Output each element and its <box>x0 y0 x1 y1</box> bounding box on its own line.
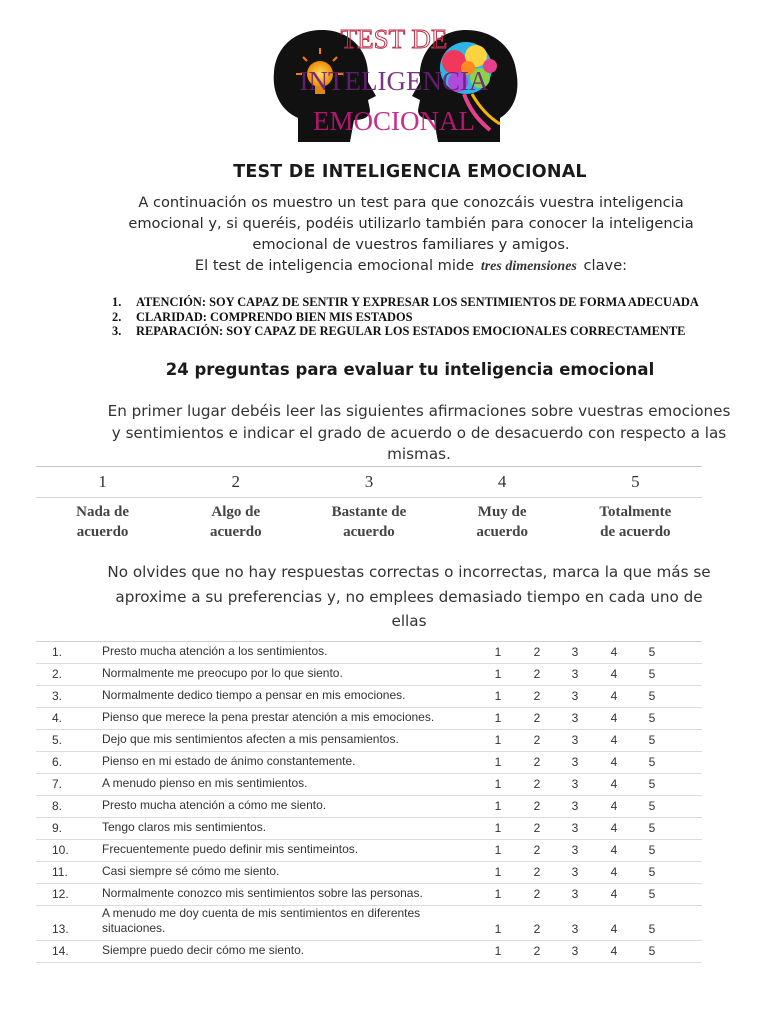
answer-option-3[interactable]: 3 <box>571 821 579 835</box>
answer-option-5[interactable]: 5 <box>648 799 656 813</box>
answer-option-4[interactable]: 4 <box>610 667 618 681</box>
instructions-paragraph <box>86 401 752 466</box>
intro-text: clave: <box>583 257 628 274</box>
scale-label-line: Muy de <box>477 504 527 520</box>
question-text: Frecuentemente puedo definir mis sentimeintos. <box>102 842 359 856</box>
scale-labels-row <box>36 498 702 542</box>
answer-option-3[interactable]: 3 <box>571 645 579 659</box>
intro-text: El test de inteligencia emocional mide <box>194 257 475 274</box>
instructions-line: En primer lugar debéis leer las siguientes afirmaciones sobre vuestras emociones <box>107 402 731 420</box>
answer-option-1[interactable]: 1 <box>494 711 502 725</box>
answer-option-3[interactable]: 3 <box>571 922 579 936</box>
question-row <box>36 752 702 774</box>
question-text: Casi siempre sé cómo me siento. <box>102 864 280 878</box>
dimension-number: 3. <box>112 324 122 339</box>
dimension-number: 2. <box>112 309 122 324</box>
scale-label <box>169 498 302 542</box>
question-number: 9. <box>52 821 63 835</box>
question-row <box>36 862 702 884</box>
answer-option-2[interactable]: 2 <box>533 777 541 791</box>
answer-option-1[interactable]: 1 <box>494 645 502 659</box>
question-row <box>36 796 702 818</box>
answer-option-3[interactable]: 3 <box>571 689 579 703</box>
scale-label-line: acuerdo <box>343 524 395 540</box>
answer-option-4[interactable]: 4 <box>610 865 618 879</box>
question-number: 3. <box>52 689 63 703</box>
answer-option-3[interactable]: 3 <box>571 777 579 791</box>
answer-option-1[interactable]: 1 <box>494 821 502 835</box>
dimension-item <box>112 295 699 310</box>
scale-label <box>436 498 569 542</box>
two-heads-illustration <box>268 22 520 144</box>
question-number: 10. <box>52 843 69 857</box>
page-title: TEST DE INTELIGENCIA EMOCIONAL <box>233 162 587 182</box>
question-row <box>36 664 702 686</box>
answer-option-4[interactable]: 4 <box>610 755 618 769</box>
answer-option-4[interactable]: 4 <box>610 711 618 725</box>
answer-option-3[interactable]: 3 <box>571 944 579 958</box>
question-text: Pienso en mi estado de ánimo constantemente. <box>102 754 356 768</box>
scale-label-line: Nada de <box>76 504 130 520</box>
answer-option-1[interactable]: 1 <box>494 843 502 857</box>
question-number: 11. <box>52 865 68 879</box>
answer-option-5[interactable]: 5 <box>648 689 656 703</box>
answer-option-5[interactable]: 5 <box>648 922 656 936</box>
answer-option-5[interactable]: 5 <box>648 821 656 835</box>
answer-option-3[interactable]: 3 <box>571 755 579 769</box>
answer-option-4[interactable]: 4 <box>610 645 618 659</box>
intro-line: emocional de vuestros familiares y amigos. <box>252 236 570 253</box>
answer-option-1[interactable]: 1 <box>494 733 502 747</box>
answer-option-3[interactable]: 3 <box>571 711 579 725</box>
question-number: 5. <box>52 733 63 747</box>
answer-option-3[interactable]: 3 <box>571 843 579 857</box>
answer-option-5[interactable]: 5 <box>648 711 656 725</box>
scale-label <box>569 498 702 542</box>
questions-table <box>36 641 702 963</box>
answer-option-3[interactable]: 3 <box>571 887 579 901</box>
answer-option-2[interactable]: 2 <box>533 821 541 835</box>
svg-text:EMOCIONAL: EMOCIONAL <box>313 106 475 136</box>
answer-option-4[interactable]: 4 <box>610 887 618 901</box>
answer-option-1[interactable]: 1 <box>494 667 502 681</box>
question-text: Presto mucha atención a cómo me siento. <box>102 798 327 812</box>
question-number: 7. <box>52 777 63 791</box>
answer-option-2[interactable]: 2 <box>533 711 541 725</box>
answer-option-1[interactable]: 1 <box>494 865 502 879</box>
intro-line <box>60 255 762 277</box>
scale-value: 2 <box>231 472 241 491</box>
question-text: A menudo pienso en mis sentimientos. <box>102 776 308 790</box>
question-row <box>36 840 702 862</box>
answer-option-1[interactable]: 1 <box>494 922 502 936</box>
question-row <box>36 818 702 840</box>
answer-option-4[interactable]: 4 <box>610 733 618 747</box>
question-text: Normalmente me preocupo por lo que siento. <box>102 666 343 680</box>
answer-option-2[interactable]: 2 <box>533 887 541 901</box>
dimension-text: REPARACIÓN: SOY CAPAZ DE REGULAR LOS ESTADOS EMOCIONALES CORRECTAMENTE <box>136 324 686 339</box>
answer-option-2[interactable]: 2 <box>533 645 541 659</box>
svg-text:INTELIGENCIA: INTELIGENCIA <box>299 66 489 96</box>
answer-option-1[interactable]: 1 <box>494 887 502 901</box>
question-text: Normalmente dedico tiempo a pensar en mis emociones. <box>102 688 406 702</box>
answer-option-2[interactable]: 2 <box>533 944 541 958</box>
question-number: 4. <box>52 711 63 725</box>
answer-option-4[interactable]: 4 <box>610 944 618 958</box>
question-row <box>36 941 702 963</box>
answer-option-5[interactable]: 5 <box>648 843 656 857</box>
svg-text:TEST DE: TEST DE <box>340 24 448 54</box>
intro-paragraph <box>60 192 762 277</box>
answer-option-1[interactable]: 1 <box>494 689 502 703</box>
dimensions-list <box>112 295 699 339</box>
intro-emphasis: tres dimensiones <box>480 259 577 274</box>
answer-option-4[interactable]: 4 <box>610 843 618 857</box>
answer-option-2[interactable]: 2 <box>533 799 541 813</box>
answer-option-5[interactable]: 5 <box>648 865 656 879</box>
reminder-line: aproxime a su preferencias y, no emplees demasiado tiempo en cada uno de <box>115 587 703 606</box>
answer-option-3[interactable]: 3 <box>571 799 579 813</box>
scale-values-row <box>36 467 702 498</box>
answer-option-2[interactable]: 2 <box>533 865 541 879</box>
scale-label <box>36 498 169 542</box>
answer-option-4[interactable]: 4 <box>610 922 618 936</box>
test-logo-image <box>268 22 520 144</box>
question-number: 14. <box>52 944 69 958</box>
answer-option-5[interactable]: 5 <box>648 755 656 769</box>
answer-option-5[interactable]: 5 <box>648 944 656 958</box>
answer-option-2[interactable]: 2 <box>533 733 541 747</box>
question-row <box>36 774 702 796</box>
question-number: 1. <box>52 645 63 659</box>
answer-option-2[interactable]: 2 <box>533 843 541 857</box>
answer-option-2[interactable]: 2 <box>533 667 541 681</box>
answer-option-3[interactable]: 3 <box>571 733 579 747</box>
answer-option-2[interactable]: 2 <box>533 922 541 936</box>
question-row <box>36 730 702 752</box>
question-number: 12. <box>52 887 69 901</box>
scale-value: 1 <box>98 472 107 491</box>
question-number: 13. <box>52 922 69 936</box>
question-text: A menudo me doy cuenta de mis sentimientos en diferentes situaciones. <box>102 906 421 935</box>
answer-option-4[interactable]: 4 <box>610 821 618 835</box>
answer-option-2[interactable]: 2 <box>533 689 541 703</box>
scale-label <box>302 498 435 542</box>
question-text: Pienso que merece la pena prestar atención a mis emociones. <box>102 710 435 724</box>
instructions-line: mismas. <box>387 445 451 463</box>
question-number: 8. <box>52 799 63 813</box>
question-number: 6. <box>52 755 63 769</box>
scale-label-line: acuerdo <box>209 524 262 540</box>
scale-label-line: acuerdo <box>76 524 129 540</box>
question-row <box>36 708 702 730</box>
answer-option-4[interactable]: 4 <box>610 799 618 813</box>
answer-option-1[interactable]: 1 <box>494 944 502 958</box>
answer-option-5[interactable]: 5 <box>648 667 656 681</box>
question-text: Dejo que mis sentimientos afecten a mis pensamientos. <box>102 732 399 746</box>
intro-line: emocional y, si queréis, podéis utilizarlo también para conocer la inteligencia <box>128 215 694 232</box>
reminder-paragraph <box>104 560 714 634</box>
scale-label-line: Totalmente <box>599 504 672 520</box>
answer-option-1[interactable]: 1 <box>494 799 502 813</box>
intro-line: A continuación os muestro un test para que conozcáis vuestra inteligencia <box>138 194 684 211</box>
agreement-scale-table <box>36 466 702 542</box>
scale-label-line: Bastante de <box>331 504 407 520</box>
answer-option-4[interactable]: 4 <box>610 689 618 703</box>
answer-option-3[interactable]: 3 <box>571 865 579 879</box>
scale-value: 3 <box>364 472 374 491</box>
question-row <box>36 686 702 708</box>
question-row <box>36 906 702 941</box>
dimension-item <box>112 310 699 325</box>
answer-option-2[interactable]: 2 <box>533 755 541 769</box>
question-number: 2. <box>52 667 63 681</box>
answer-option-1[interactable]: 1 <box>494 777 502 791</box>
answer-option-1[interactable]: 1 <box>494 755 502 769</box>
answer-option-5[interactable]: 5 <box>648 887 656 901</box>
dimension-text: ATENCIÓN: SOY CAPAZ DE SENTIR Y EXPRESAR LOS SENTIMIENTOS DE FORMA ADECUADA <box>136 295 699 309</box>
reminder-line: No olvides que no hay respuestas correctas o incorrectas, marca la que más se <box>107 563 711 581</box>
question-row <box>36 884 702 906</box>
question-text: Tengo claros mis sentimientos. <box>102 820 267 834</box>
scale-value: 4 <box>497 472 507 491</box>
scale-value: 5 <box>631 472 640 491</box>
section-subtitle: 24 preguntas para evaluar tu inteligencia emocional <box>165 360 655 379</box>
reminder-line: ellas <box>391 612 427 630</box>
answer-option-5[interactable]: 5 <box>648 777 656 791</box>
question-text: Presto mucha atención a los sentimientos. <box>102 644 328 658</box>
scale-label-line: de acuerdo <box>600 524 671 540</box>
answer-option-5[interactable]: 5 <box>648 733 656 747</box>
dimension-item <box>112 324 699 339</box>
answer-option-4[interactable]: 4 <box>610 777 618 791</box>
question-text: Siempre puedo decir cómo me siento. <box>102 943 305 957</box>
question-row <box>36 642 702 664</box>
scale-label-line: Algo de <box>211 504 261 520</box>
dimension-number: 1. <box>112 295 122 309</box>
question-text: Normalmente conozco mis sentimientos sobre las personas. <box>102 886 423 900</box>
answer-option-3[interactable]: 3 <box>571 667 579 681</box>
dimension-text: CLARIDAD: COMPRENDO BIEN MIS ESTADOS <box>136 309 413 324</box>
answer-option-5[interactable]: 5 <box>648 645 656 659</box>
scale-label-line: acuerdo <box>476 524 528 540</box>
instructions-line: y sentimientos e indicar el grado de acuerdo o de desacuerdo con respecto a las <box>111 423 727 442</box>
